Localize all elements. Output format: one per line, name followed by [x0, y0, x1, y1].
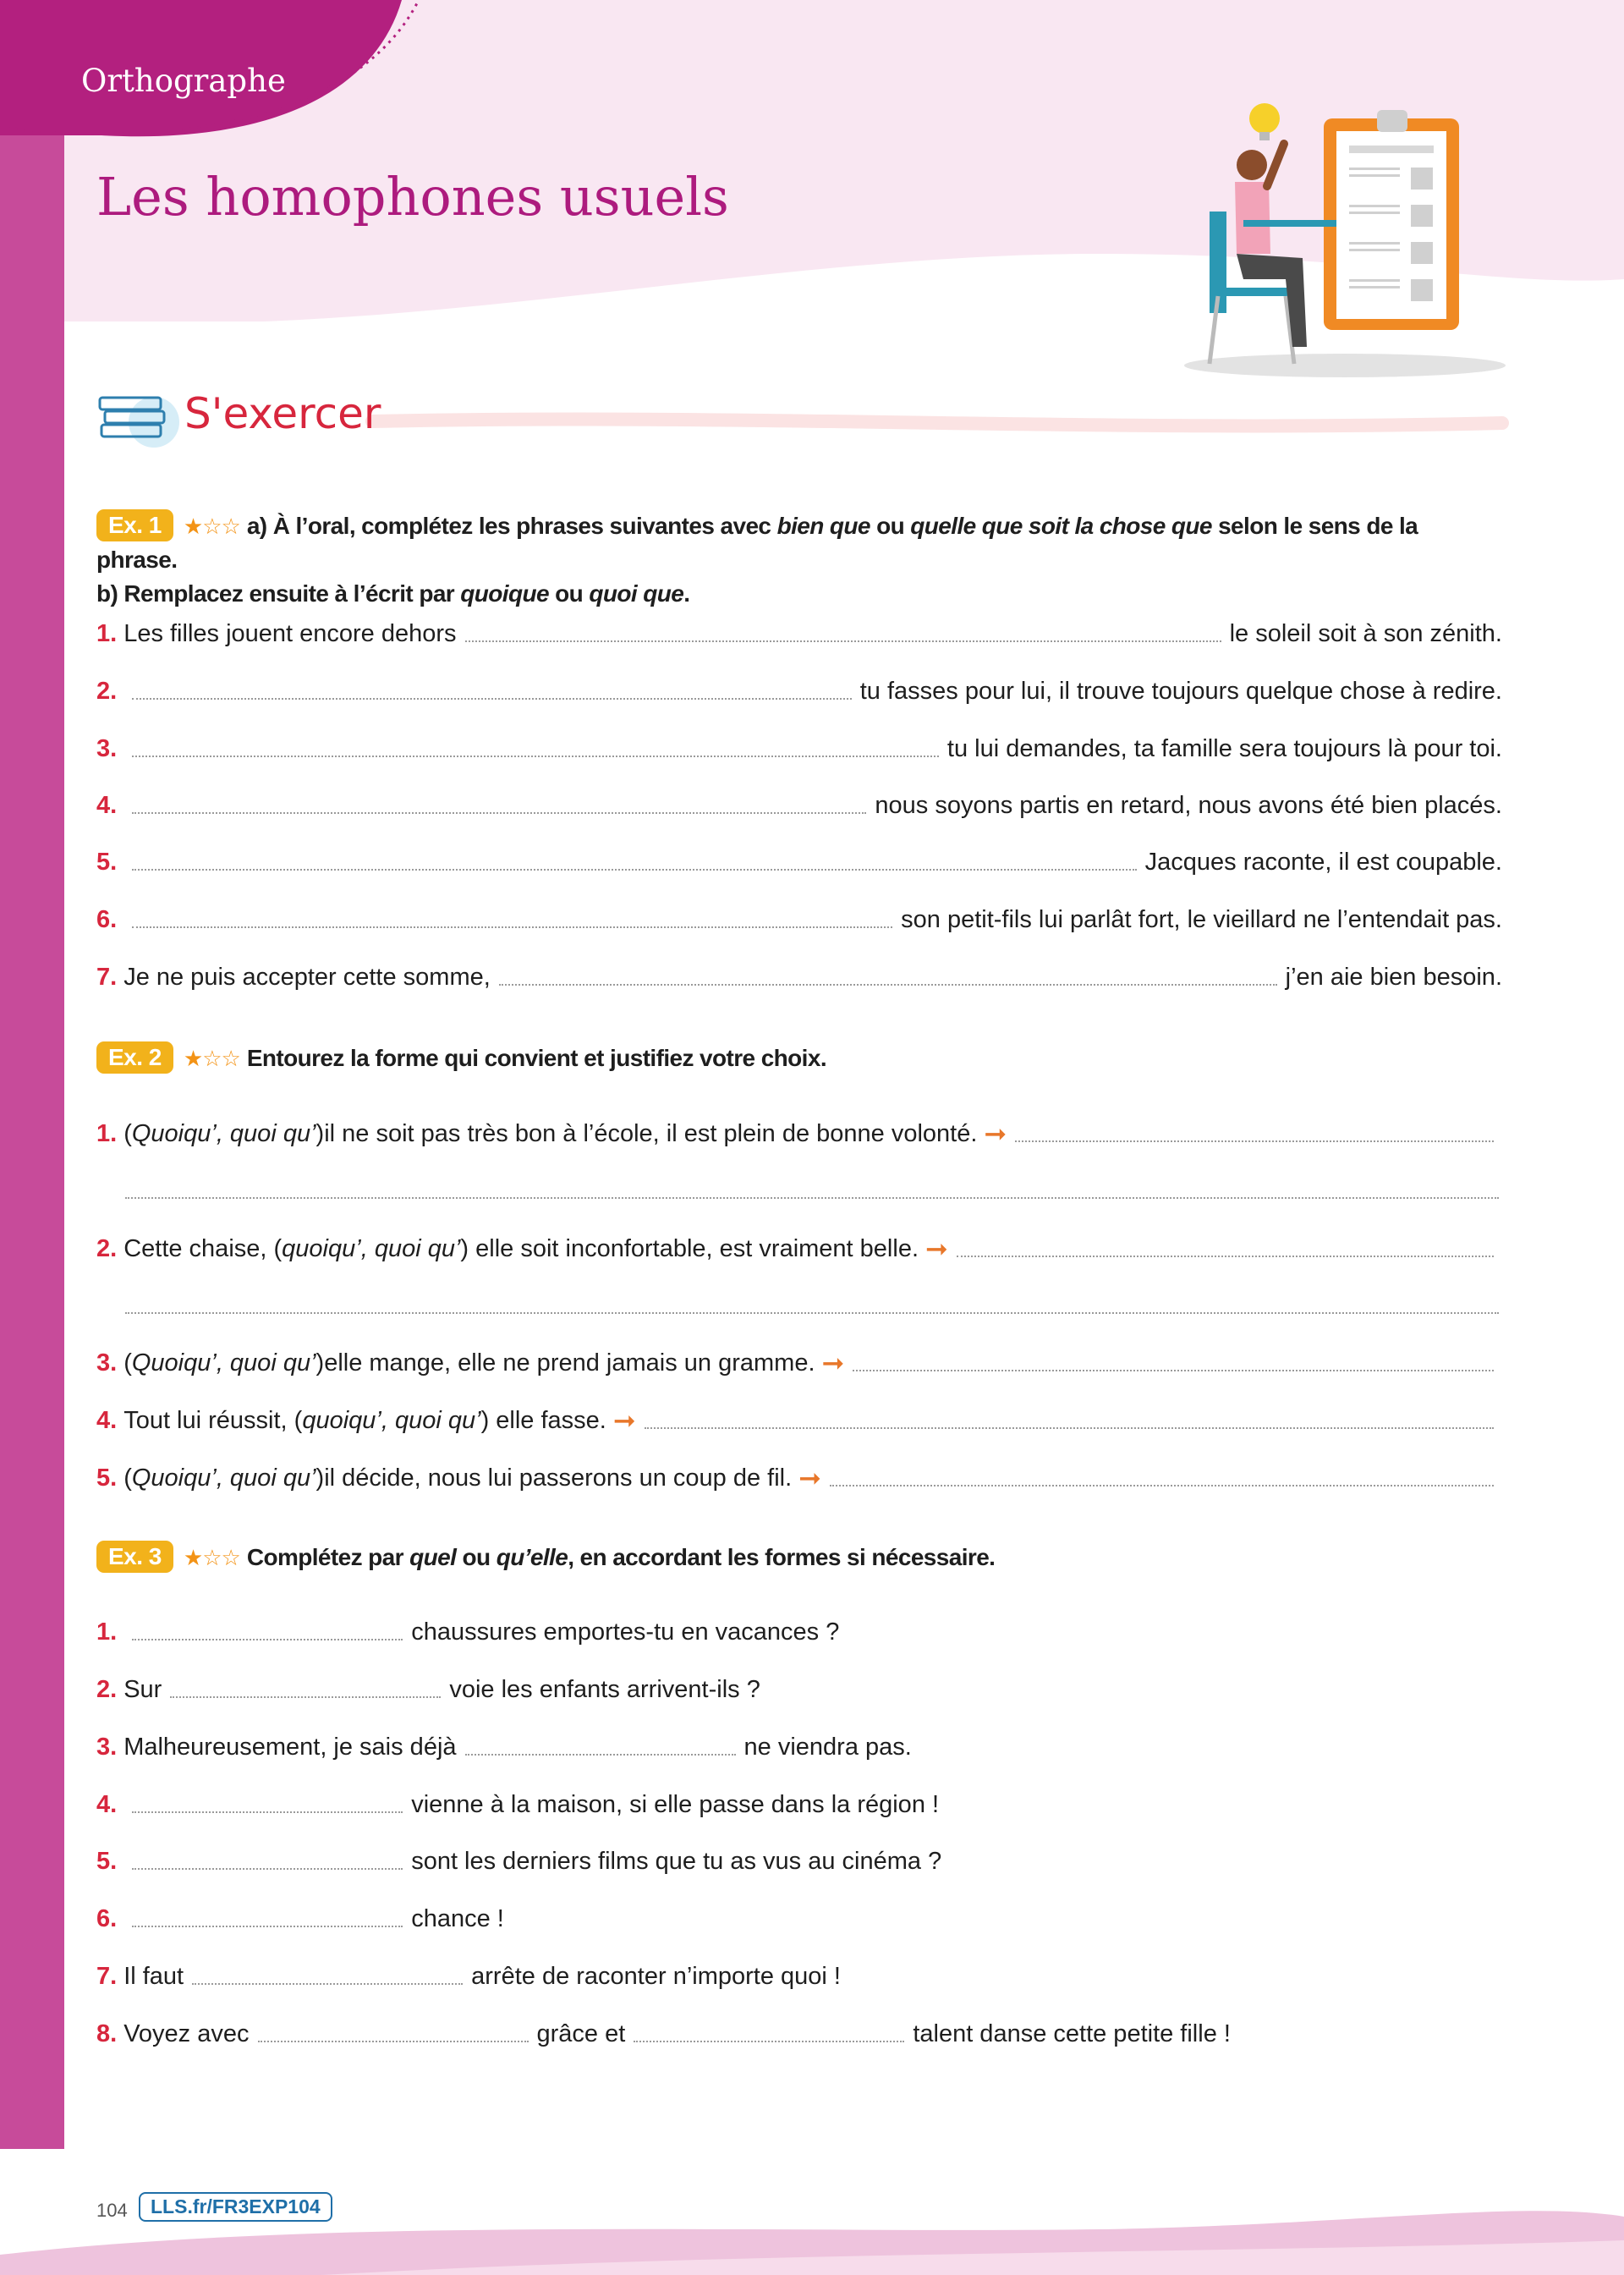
ex3-item: 7. Il faut arrête de raconter n’importe quoi !	[96, 1963, 841, 1990]
answer-blank[interactable]	[465, 1753, 736, 1756]
answer-blank[interactable]	[1015, 1140, 1494, 1142]
student-clipboard-illustration	[1176, 93, 1514, 381]
choice-options[interactable]: Quoiqu’, quoi qu’	[131, 1464, 316, 1492]
arrow-right-icon: ➞	[798, 1463, 821, 1493]
answer-blank[interactable]	[192, 1982, 463, 1985]
answer-blank[interactable]	[830, 1484, 1494, 1486]
page-number: 104	[96, 2200, 128, 2221]
sexercer-title: S'exercer	[184, 389, 381, 438]
ex3-badge: Ex. 3	[96, 1541, 173, 1573]
answer-blank[interactable]	[170, 1695, 441, 1698]
choice-options[interactable]: quoiqu’, quoi qu’	[282, 1235, 461, 1262]
answer-blank[interactable]	[132, 868, 1136, 871]
arrow-right-icon: ➞	[821, 1348, 845, 1378]
arrow-right-icon: ➞	[984, 1118, 1007, 1149]
resource-link[interactable]: LLS.fr/FR3EXP104	[139, 2192, 332, 2222]
ex1-item: 3. tu lui demandes, ta famille sera toujours là pour toi.	[96, 735, 1502, 762]
ex1-item: 2. tu fasses pour lui, il trouve toujours quelque chose à redire.	[96, 678, 1502, 705]
ex2-item: 2. Cette chaise, ( quoiqu’, quoi qu’ ) elle soit inconfortable, est vraiment belle. ➞	[96, 1232, 1502, 1266]
answer-blank[interactable]	[258, 2040, 529, 2042]
answer-blank[interactable]	[132, 926, 892, 928]
answer-line[interactable]	[125, 1311, 1499, 1314]
ex2-item: 3. ( Quoiqu’, quoi qu’ ) elle mange, elle ne prend jamais un gramme. ➞	[96, 1346, 1502, 1380]
arrow-right-icon: ➞	[925, 1234, 948, 1264]
ex2-item: 4. Tout lui réussit, ( quoiqu’, quoi qu’ ) elle fasse. ➞	[96, 1404, 1502, 1437]
ex2-badge: Ex. 2	[96, 1041, 173, 1074]
answer-blank[interactable]	[132, 1925, 403, 1927]
ex1-badge: Ex. 1	[96, 509, 173, 541]
section-tag: Orthographe	[81, 63, 286, 99]
answer-blank[interactable]	[499, 983, 1277, 986]
arrow-right-icon: ➞	[612, 1405, 636, 1436]
answer-blank[interactable]	[645, 1426, 1494, 1429]
ex3-item: 1. chaussures emportes-tu en vacances ?	[96, 1618, 840, 1646]
ex3-item: 4. vienne à la maison, si elle passe dans la région !	[96, 1791, 940, 1818]
choice-options[interactable]: quoiqu’, quoi qu’	[302, 1407, 481, 1434]
choice-options[interactable]: Quoiqu’, quoi qu’	[131, 1349, 316, 1377]
ex3-item: 6. chance !	[96, 1905, 504, 1932]
ex1-item: 6. son petit-fils lui parlât fort, le vieillard ne l’entendait pas.	[96, 906, 1502, 933]
answer-blank[interactable]	[132, 811, 866, 814]
answer-blank[interactable]	[132, 755, 939, 757]
ex2-instruction: Ex. 2 ★☆☆ Entourez la forme qui convient et justifiez votre choix.	[96, 1041, 1502, 1075]
answer-blank[interactable]	[957, 1255, 1494, 1257]
answer-blank[interactable]	[132, 1638, 403, 1640]
answer-blank[interactable]	[853, 1369, 1494, 1371]
answer-blank[interactable]	[132, 1867, 403, 1870]
answer-blank[interactable]	[465, 640, 1221, 642]
answer-blank[interactable]	[634, 2040, 904, 2042]
answer-line[interactable]	[125, 1196, 1499, 1199]
ex3-item: 5. sont les derniers films que tu as vus au cinéma ?	[96, 1848, 942, 1875]
difficulty-stars-icon: ★☆☆	[183, 1046, 240, 1071]
ex2-item: 1. ( Quoiqu’, quoi qu’ ) il ne soit pas très bon à l’école, il est plein de bonne volonté. ➞	[96, 1117, 1502, 1151]
ex1-item: 7. Je ne puis accepter cette somme, j’en aie bien besoin.	[96, 964, 1502, 991]
books-icon	[95, 384, 188, 452]
ex3-item: 3. Malheureusement, je sais déjà ne viendra pas.	[96, 1734, 912, 1761]
ex3-instruction: Ex. 3 ★☆☆ Complétez par quel ou qu’elle, en accordant les formes si nécessaire.	[96, 1541, 1502, 1574]
ex2-item: 5. ( Quoiqu’, quoi qu’ ) il décide, nous lui passerons un coup de fil. ➞	[96, 1461, 1502, 1495]
answer-blank[interactable]	[132, 697, 852, 700]
answer-blank[interactable]	[132, 1811, 403, 1813]
difficulty-stars-icon: ★☆☆	[183, 514, 240, 539]
difficulty-stars-icon: ★☆☆	[183, 1545, 240, 1570]
ex3-item: 2. Sur voie les enfants arrivent-ils ?	[96, 1676, 760, 1703]
choice-options[interactable]: Quoiqu’, quoi qu’	[131, 1120, 316, 1147]
ex1-item: 5. Jacques raconte, il est coupable.	[96, 849, 1502, 876]
ex1-instruction: Ex. 1 ★☆☆ a) À l’oral, complétez les phrases suivantes avec bien que ou quelle que soit la chose que selon le sens de la phrase. b) Remplacez ensuite à l’écrit par quoique ou quoi que.	[96, 509, 1502, 611]
ex3-item: 8. Voyez avec grâce et talent danse cette petite fille !	[96, 2020, 1231, 2047]
ex1-item: 1. Les filles jouent encore dehors le soleil soit à son zénith.	[96, 620, 1502, 647]
page-title: Les homophones usuels	[96, 166, 729, 228]
ex1-item: 4. nous soyons partis en retard, nous avons été bien placés.	[96, 792, 1502, 819]
